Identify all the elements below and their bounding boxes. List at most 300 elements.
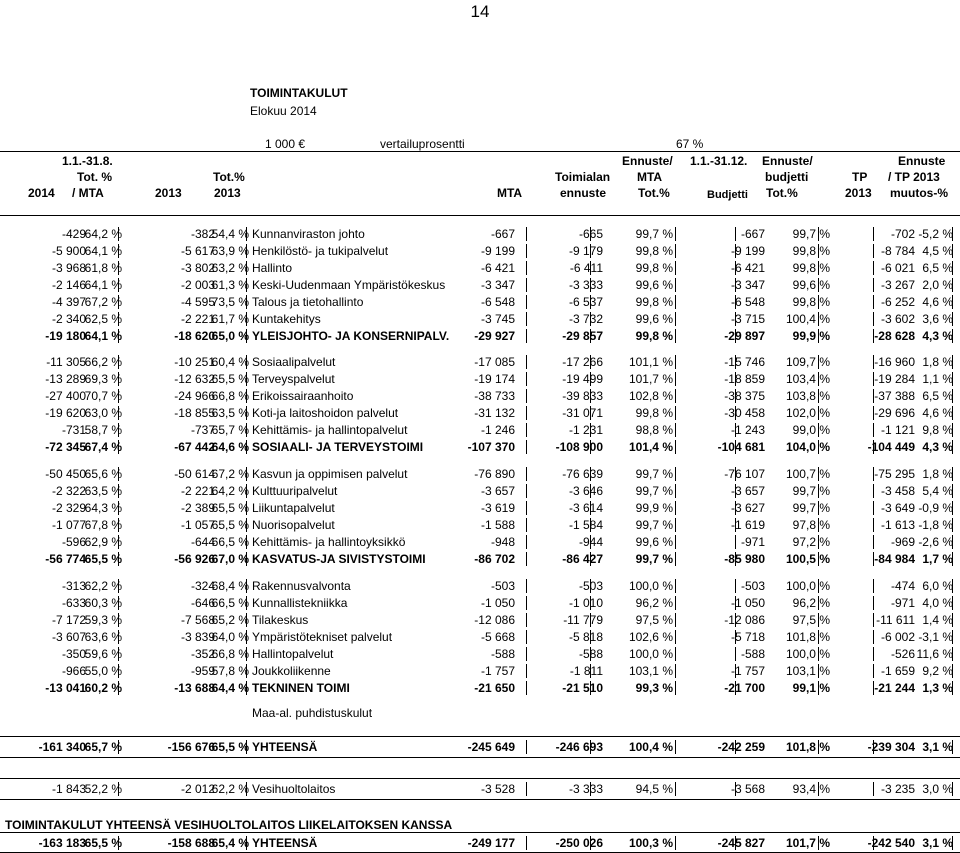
cell-divider: [118, 329, 119, 343]
table-cell: -156 676: [167, 740, 215, 754]
cell-divider: [952, 630, 953, 644]
cell-divider: [675, 518, 676, 532]
table-cell: 62,9 %: [84, 535, 122, 549]
cell-divider: [675, 613, 676, 627]
cell-divider: [526, 372, 527, 386]
table-cell: -503: [490, 579, 515, 593]
table-cell: -1 757: [730, 664, 765, 678]
cell-divider: [526, 518, 527, 532]
cell-divider: [118, 244, 119, 258]
table-cell: 64,3 %: [84, 501, 122, 515]
cell-divider: [118, 518, 119, 532]
rule-line: [0, 832, 960, 833]
table-cell: 96,2 %: [635, 596, 673, 610]
table-cell: -29 897: [724, 329, 765, 343]
cell-divider: [675, 295, 676, 309]
cell-divider: [526, 261, 527, 275]
table-cell: -38 733: [474, 389, 515, 403]
table-row: [0, 629, 960, 645]
cell-divider: [675, 244, 676, 258]
table-cell: 102,0 %: [785, 406, 830, 420]
cell-divider: [590, 389, 591, 403]
cell-divider: [952, 389, 953, 403]
cell-divider: [818, 836, 819, 850]
table-cell: -3 602: [880, 312, 915, 326]
hdr-budjetti: Budjetti: [707, 189, 748, 201]
table-cell: 101,8 %: [785, 630, 830, 644]
table-cell: 100,7 %: [785, 467, 830, 481]
table-cell: -3 333: [568, 278, 603, 292]
table-cell: 64,0 %: [211, 630, 249, 644]
cell-divider: [590, 484, 591, 498]
table-cell: 99,7 %: [635, 518, 673, 532]
cell-divider: [246, 484, 247, 498]
table-cell: 96,2 %: [792, 596, 830, 610]
cell-divider: [526, 484, 527, 498]
hdr-2013: 2013: [155, 186, 182, 200]
cell-divider: [873, 423, 874, 437]
table-cell: 100,4 %: [785, 312, 830, 326]
table-cell: -6 421: [730, 261, 765, 275]
table-cell: -3 646: [568, 484, 603, 498]
table-cell: -11 305: [46, 355, 86, 369]
cell-divider: [952, 423, 953, 437]
table-cell: -2 012: [180, 782, 215, 796]
table-cell: 103,8 %: [785, 389, 830, 403]
cell-divider: [952, 740, 953, 754]
cell-divider: [873, 740, 874, 754]
table-cell: -76 639: [562, 467, 603, 481]
cell-divider: [735, 227, 736, 241]
cell-divider: [818, 552, 819, 566]
cell-divider: [246, 836, 247, 850]
table-cell: 64,1 %: [84, 244, 122, 258]
table-cell: -4 397: [51, 295, 86, 309]
table-cell: -474: [890, 579, 915, 593]
cell-divider: [526, 552, 527, 566]
table-cell: Keski-Uudenmaan Ympäristökeskus: [252, 278, 446, 292]
compare-label: vertailuprosentti: [380, 137, 465, 151]
cell-divider: [952, 484, 953, 498]
table-cell: -3 347: [480, 278, 515, 292]
cell-divider: [590, 836, 591, 850]
section-total-label: TOIMINTAKULUT YHTEENSÄ VESIHUOLTOLAITOS LIIKELAITOKSEN KANSSA: [5, 818, 453, 832]
table-cell: -588: [578, 647, 603, 661]
hdr-etp-a: Ennuste: [898, 154, 946, 168]
cell-divider: [590, 261, 591, 275]
table-cell: -1 010: [568, 596, 603, 610]
table-cell: 99,7 %: [635, 484, 673, 498]
table-cell: 65,5 %: [84, 552, 122, 566]
table-cell: -503: [740, 579, 765, 593]
cell-divider: [526, 664, 527, 678]
cell-divider: [526, 295, 527, 309]
table-cell: Nuorisopalvelut: [252, 518, 335, 532]
table-cell: -104 449: [867, 440, 915, 454]
table-row: [0, 705, 960, 721]
table-cell: -21 510: [562, 681, 603, 695]
table-cell: Kunnanviraston johto: [252, 227, 365, 241]
table-cell: Ympäristötekniset palvelut: [252, 630, 393, 644]
table-cell: YHTEENSÄ: [252, 836, 318, 850]
table-cell: -3 528: [480, 782, 515, 796]
table-cell: 63,9 %: [211, 244, 249, 258]
table-cell: -18 620: [174, 329, 215, 343]
cell-divider: [526, 406, 527, 420]
table-cell: 99,8 %: [635, 244, 673, 258]
table-cell: -86 702: [474, 552, 515, 566]
cell-divider: [590, 467, 591, 481]
table-cell: Henkilöstö- ja tukipalvelut: [252, 244, 389, 258]
cell-divider: [818, 681, 819, 695]
table-cell: -18 859: [724, 372, 765, 386]
hdr-tp-a: TP: [852, 170, 868, 184]
table-cell: 97,2 %: [792, 535, 830, 549]
cell-divider: [675, 423, 676, 437]
cell-divider: [873, 552, 874, 566]
table-cell: 62,2 %: [211, 782, 249, 796]
cell-divider: [246, 740, 247, 754]
table-cell: 65,5 %: [211, 501, 249, 515]
hdr-tp-b: 2013: [845, 186, 872, 200]
cell-divider: [735, 579, 736, 593]
table-cell: 102,8 %: [628, 389, 673, 403]
table-cell: Hallintopalvelut: [252, 647, 334, 661]
table-cell: 102,6 %: [628, 630, 673, 644]
table-cell: -1 619: [730, 518, 765, 532]
table-cell: -19 499: [562, 372, 603, 386]
table-cell: -3 802: [180, 261, 215, 275]
table-cell: 5,4 %: [922, 484, 953, 498]
cell-divider: [735, 596, 736, 610]
table-cell: 6,5 %: [922, 261, 953, 275]
table-cell: Kuntakehitys: [252, 312, 321, 326]
cell-divider: [735, 836, 736, 850]
table-cell: 65,2 %: [211, 613, 249, 627]
cell-divider: [873, 467, 874, 481]
table-cell: 104,0 %: [785, 440, 830, 454]
cell-divider: [952, 312, 953, 326]
table-cell: -7 172: [51, 613, 86, 627]
cell-divider: [118, 423, 119, 437]
cell-divider: [818, 261, 819, 275]
cell-divider: [952, 647, 953, 661]
table-cell: -13 289: [45, 372, 86, 386]
cell-divider: [952, 406, 953, 420]
cell-divider: [675, 406, 676, 420]
range-year: 1.1.-31.12.: [690, 154, 748, 168]
table-cell: -352: [190, 647, 215, 661]
cell-divider: [873, 681, 874, 695]
table-cell: -2 340: [51, 312, 86, 326]
table-cell: -731: [61, 423, 86, 437]
table-cell: -3 732: [568, 312, 603, 326]
table-cell: -3 607: [51, 630, 86, 644]
table-cell: -29 857: [562, 329, 603, 343]
table-cell: 67,2 %: [211, 467, 249, 481]
cell-divider: [590, 372, 591, 386]
table-cell: 67,4 %: [84, 440, 122, 454]
cell-divider: [526, 535, 527, 549]
cell-divider: [735, 740, 736, 754]
table-cell: -12 632: [174, 372, 215, 386]
table-cell: -3 745: [480, 312, 515, 326]
table-cell: 67,0 %: [211, 552, 249, 566]
table-cell: -108 900: [555, 440, 603, 454]
cell-divider: [526, 278, 527, 292]
table-cell: -971: [890, 596, 915, 610]
table-cell: 57,8 %: [211, 664, 249, 678]
table-cell: -3 839: [180, 630, 215, 644]
table-cell: -75 295: [874, 467, 915, 481]
cell-divider: [246, 596, 247, 610]
cell-divider: [246, 518, 247, 532]
cell-divider: [526, 244, 527, 258]
table-cell: -665: [578, 227, 603, 241]
cell-divider: [118, 484, 119, 498]
table-cell: 65,4 %: [211, 836, 249, 850]
rule-line: [0, 736, 960, 737]
table-cell: -633: [61, 596, 86, 610]
table-cell: -1 843: [51, 782, 86, 796]
table-cell: -245 649: [467, 740, 515, 754]
table-cell: 100,4 %: [628, 740, 673, 754]
table-row: [0, 311, 960, 327]
cell-divider: [735, 647, 736, 661]
table-cell: -17 085: [474, 355, 515, 369]
cell-divider: [735, 501, 736, 515]
table-cell: 99,8 %: [792, 261, 830, 275]
table-cell: 99,7 %: [792, 227, 830, 241]
table-cell: 65,0 %: [211, 329, 249, 343]
table-cell: 99,7 %: [635, 467, 673, 481]
table-cell: -7 568: [180, 613, 215, 627]
cell-divider: [526, 681, 527, 695]
cell-divider: [246, 664, 247, 678]
cell-divider: [952, 596, 953, 610]
cell-divider: [952, 372, 953, 386]
cell-divider: [675, 579, 676, 593]
cell-divider: [818, 440, 819, 454]
cell-divider: [735, 681, 736, 695]
table-cell: 100,0 %: [785, 647, 830, 661]
table-cell: 64,4 %: [211, 681, 249, 695]
table-cell: 3,0 %: [922, 782, 953, 796]
report-period: Elokuu 2014: [250, 104, 317, 118]
cell-divider: [246, 295, 247, 309]
table-cell: -18 855: [174, 406, 215, 420]
cell-divider: [873, 261, 874, 275]
table-cell: 99,7 %: [635, 552, 673, 566]
cell-divider: [873, 501, 874, 515]
table-cell: -5 617: [180, 244, 215, 258]
cell-divider: [818, 227, 819, 241]
cell-divider: [526, 647, 527, 661]
table-cell: 99,6 %: [635, 278, 673, 292]
table-cell: -13 688: [174, 681, 215, 695]
hdr-toim-a: Toimialan: [555, 170, 611, 184]
cell-divider: [873, 664, 874, 678]
table-cell: -3 715: [730, 312, 765, 326]
table-cell: -1 057: [180, 518, 215, 532]
table-cell: 65,6 %: [84, 467, 122, 481]
table-cell: 4,0 %: [922, 596, 953, 610]
cell-divider: [118, 312, 119, 326]
table-cell: -9 199: [480, 244, 515, 258]
cell-divider: [246, 782, 247, 796]
hdr-etp-b: / TP 2013: [888, 170, 940, 184]
table-cell: -1 077: [51, 518, 86, 532]
cell-divider: [675, 552, 676, 566]
table-cell: -966: [61, 664, 86, 678]
cell-divider: [952, 278, 953, 292]
cell-divider: [952, 227, 953, 241]
table-row: [0, 835, 960, 851]
cell-divider: [818, 647, 819, 661]
cell-divider: [118, 355, 119, 369]
table-cell: -503: [578, 579, 603, 593]
table-row: [0, 328, 960, 344]
cell-divider: [735, 389, 736, 403]
cell-divider: [118, 467, 119, 481]
cell-divider: [118, 535, 119, 549]
cell-divider: [818, 613, 819, 627]
cell-divider: [246, 227, 247, 241]
table-cell: -19 180: [45, 329, 86, 343]
cell-divider: [873, 389, 874, 403]
cell-divider: [735, 440, 736, 454]
table-cell: -76 107: [724, 467, 765, 481]
table-cell: -588: [490, 647, 515, 661]
table-cell: 100,3 %: [628, 836, 673, 850]
cell-divider: [118, 836, 119, 850]
table-cell: -8 784: [880, 244, 915, 258]
table-cell: -2 329: [51, 501, 86, 515]
table-cell: -24 966: [174, 389, 215, 403]
hdr-etp-c: muutos-%: [890, 186, 948, 200]
cell-divider: [735, 630, 736, 644]
table-cell: -5 900: [51, 244, 86, 258]
table-cell: -1 121: [880, 423, 915, 437]
table-cell: -6 421: [480, 261, 515, 275]
table-row: [0, 243, 960, 259]
table-row: [0, 226, 960, 242]
table-cell: 2,0 %: [922, 278, 953, 292]
table-cell: 98,8 %: [635, 423, 673, 437]
table-cell: -5,2 %: [918, 227, 953, 241]
table-cell: 3,1 %: [922, 740, 953, 754]
table-cell: 9,2 %: [922, 664, 953, 678]
table-cell: -3,1 %: [918, 630, 953, 644]
cell-divider: [526, 501, 527, 515]
cell-divider: [675, 484, 676, 498]
cell-divider: [526, 467, 527, 481]
table-cell: -3 333: [568, 782, 603, 796]
table-cell: 68,4 %: [211, 579, 249, 593]
header-divider-top: [0, 151, 960, 152]
table-cell: 62,2 %: [84, 579, 122, 593]
table-cell: -3 614: [568, 501, 603, 515]
cell-divider: [873, 372, 874, 386]
cell-divider: [818, 329, 819, 343]
cell-divider: [873, 227, 874, 241]
table-cell: YHTEENSÄ: [252, 740, 318, 754]
table-cell: -702: [890, 227, 915, 241]
cell-divider: [952, 295, 953, 309]
table-cell: -2 389: [180, 501, 215, 515]
table-row: [0, 612, 960, 628]
cell-divider: [118, 389, 119, 403]
cell-divider: [952, 244, 953, 258]
table-cell: 65,5 %: [211, 740, 249, 754]
hdr-tot1-a: Tot. %: [77, 170, 113, 184]
cell-divider: [526, 440, 527, 454]
cell-divider: [675, 782, 676, 796]
cell-divider: [818, 596, 819, 610]
cell-divider: [526, 389, 527, 403]
table-cell: 54,4 %: [211, 227, 249, 241]
table-cell: -72 345: [45, 440, 86, 454]
table-cell: -3 267: [880, 278, 915, 292]
table-cell: -239 304: [867, 740, 915, 754]
table-cell: -429: [61, 227, 86, 241]
rule-line: [0, 778, 960, 779]
table-cell: -5 668: [480, 630, 515, 644]
cell-divider: [590, 518, 591, 532]
cell-divider: [818, 782, 819, 796]
rule-line: [0, 799, 960, 800]
table-cell: 64,1 %: [84, 329, 122, 343]
page-number: 14: [470, 2, 490, 21]
cell-divider: [590, 579, 591, 593]
table-cell: 99,8 %: [635, 329, 673, 343]
cell-divider: [675, 501, 676, 515]
table-cell: -6 021: [880, 261, 915, 275]
cell-divider: [590, 647, 591, 661]
table-cell: -2 221: [180, 484, 215, 498]
cell-divider: [526, 630, 527, 644]
table-row: [0, 388, 960, 404]
table-cell: 97,5 %: [635, 613, 673, 627]
hdr-tot1-b: / MTA: [72, 186, 104, 200]
cell-divider: [118, 579, 119, 593]
table-cell: -971: [740, 535, 765, 549]
table-cell: 99,0 %: [792, 423, 830, 437]
table-cell: Rakennusvalvonta: [252, 579, 351, 593]
cell-divider: [590, 312, 591, 326]
cell-divider: [590, 535, 591, 549]
cell-divider: [246, 389, 247, 403]
table-cell: -2,6 %: [918, 535, 953, 549]
table-cell: Terveyspalvelut: [252, 372, 335, 386]
cell-divider: [590, 740, 591, 754]
cell-divider: [526, 613, 527, 627]
cell-divider: [118, 740, 119, 754]
table-cell: -85 980: [724, 552, 765, 566]
cell-divider: [873, 535, 874, 549]
cell-divider: [246, 406, 247, 420]
table-cell: -0,9 %: [918, 501, 953, 515]
table-cell: -646: [190, 596, 215, 610]
cell-divider: [118, 278, 119, 292]
table-cell: -969: [890, 535, 915, 549]
table-cell: 94,5 %: [635, 782, 673, 796]
cell-divider: [246, 630, 247, 644]
table-cell: 99,3 %: [635, 681, 673, 695]
cell-divider: [118, 647, 119, 661]
table-cell: 99,8 %: [635, 261, 673, 275]
cell-divider: [952, 261, 953, 275]
